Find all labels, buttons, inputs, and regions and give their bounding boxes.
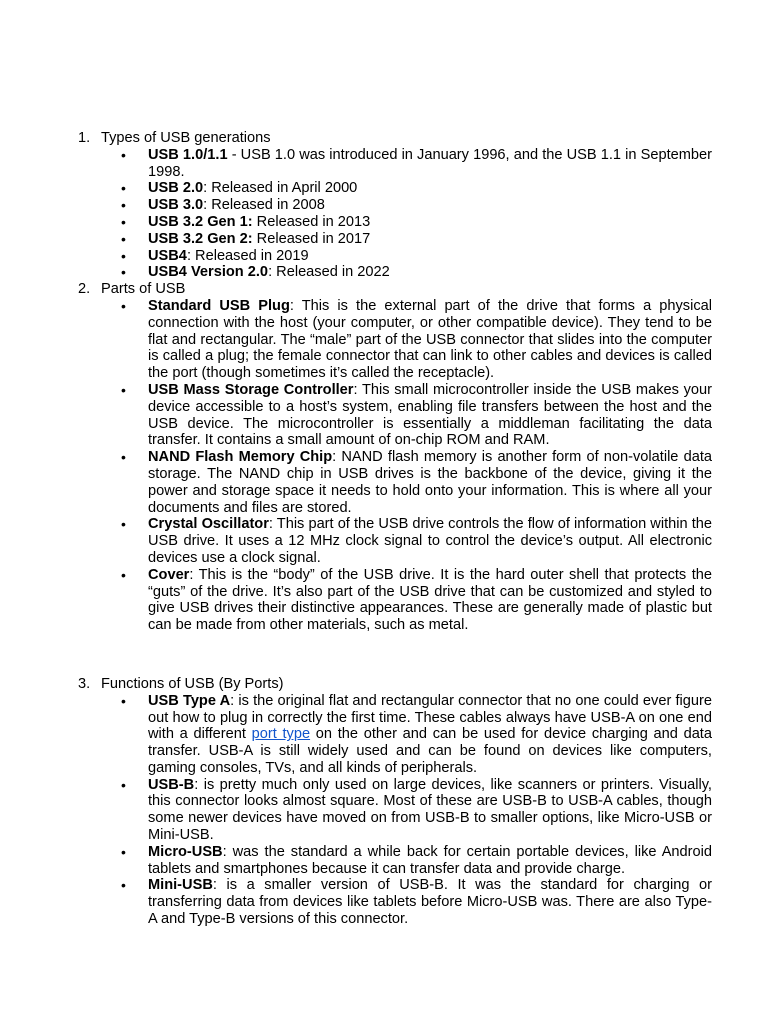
item-text: : This is the “body” of the USB drive. It is the hard outer shell that protects the “guts” of the drive. It’s also part of the USB drive that can be customized and styled to give USB drives their distinctive appearances. These are generally made of plastic but can be made from other materials, such as metal. bbox=[148, 566, 712, 634]
list-item bbox=[78, 877, 712, 927]
item-term: Standard USB Plug bbox=[148, 297, 290, 314]
item-text: : This small microcontroller inside the USB makes your device accessible to a host’s system, enabling file transfers between the host and the USB device. The microcontroller is essentially a middleman facilitating the data transfer. It contains a small amount of on-chip ROM and RAM. bbox=[148, 381, 712, 449]
item-text: : This is the external part of the drive that forms a physical connection with the host (your computer, or other compatible device). They tend to be flat and rectangular. The “male” part of the USB connector that slides into the computer is called a plug; the female connector that can link to other cables and devices is called the port (though sometimes it’s called the receptacle). bbox=[148, 297, 712, 382]
item-term: Micro-USB bbox=[148, 843, 223, 860]
list-item bbox=[78, 298, 712, 382]
item-text: : Released in 2008 bbox=[203, 197, 325, 214]
section-heading bbox=[78, 281, 712, 298]
item-term: USB-B bbox=[148, 776, 195, 793]
item-text: on the other and can be used for device charging and data transfer. USB-A is still widely used and can be found on devices like computers, gaming consoles, TVs, and all kinds of peripherals. bbox=[148, 726, 712, 776]
section-number: 3. bbox=[78, 675, 91, 692]
list-item bbox=[78, 180, 712, 197]
item-term: Cover bbox=[148, 566, 190, 583]
bullet-icon: • bbox=[121, 516, 126, 533]
list-item bbox=[78, 516, 712, 566]
item-term: USB 3.0 bbox=[148, 197, 204, 214]
bullet-list bbox=[78, 693, 712, 928]
bullet-icon: • bbox=[121, 230, 126, 247]
list-item bbox=[78, 567, 712, 634]
list-item bbox=[78, 844, 712, 878]
list-item bbox=[78, 248, 712, 265]
item-text: : This part of the USB drive controls the flow of information within the USB drive. It uses a 12 MHz clock signal to control the device’s output. All electronic devices use a clock signal. bbox=[148, 516, 713, 566]
section-usb-functions bbox=[78, 676, 712, 928]
item-text: : Released in 2019 bbox=[186, 247, 309, 264]
bullet-list bbox=[78, 298, 712, 634]
list-item bbox=[78, 231, 712, 248]
paragraph-spacer bbox=[78, 634, 712, 676]
section-number: 1. bbox=[78, 130, 91, 146]
item-text: : NAND flash memory is another form of non-volatile data storage. The NAND chip in USB drives is the backbone of the device, giving it the power and storage space it needs to hold onto your information. This is where all your documents and files are stored. bbox=[148, 449, 712, 516]
bullet-icon: • bbox=[121, 264, 126, 281]
port-type-link[interactable]: port type bbox=[251, 726, 311, 743]
item-term: USB 3.2 Gen 1: bbox=[148, 213, 253, 230]
list-item bbox=[78, 147, 712, 181]
item-term: USB Mass Storage Controller bbox=[148, 381, 354, 398]
list-item bbox=[78, 449, 712, 516]
item-term: USB4 bbox=[148, 247, 187, 264]
bullet-icon: • bbox=[121, 197, 126, 214]
item-text: Released in 2013 bbox=[252, 213, 371, 230]
bullet-icon: • bbox=[121, 449, 126, 466]
bullet-icon: • bbox=[121, 877, 126, 894]
list-item bbox=[78, 264, 712, 281]
bullet-icon: • bbox=[121, 297, 126, 314]
item-text: - USB 1.0 was introduced in January 1996, and the USB 1.1 in September 1998. bbox=[148, 146, 713, 180]
item-term: USB Type A bbox=[148, 692, 231, 709]
item-text: : Released in 2022 bbox=[268, 264, 390, 281]
section-number: 2. bbox=[78, 281, 91, 298]
list-item bbox=[78, 214, 712, 231]
bullet-icon: • bbox=[121, 692, 126, 709]
item-text: : is a smaller version of USB-B. It was the standard for charging or transferring data from devices like tablets before Micro-USB was. There are also Type-A and Type-B versions of this connector. bbox=[148, 877, 712, 928]
item-term: USB 2.0 bbox=[148, 180, 204, 197]
section-title: Functions of USB (By Ports) bbox=[101, 675, 284, 692]
section-usb-parts bbox=[78, 281, 712, 634]
bullet-list bbox=[78, 147, 712, 281]
bullet-icon: • bbox=[121, 381, 126, 398]
item-text: : is pretty much only used on large devices, like scanners or printers. Visually, this connector looks almost square. Most of these are USB-B to USB-A cables, though some newer devices have moved on from USB-B to smaller options, like Micro-USB or Mini-USB. bbox=[148, 776, 712, 844]
item-term: Crystal Oscillator bbox=[148, 516, 269, 533]
list-item bbox=[78, 382, 712, 449]
bullet-icon: • bbox=[121, 213, 126, 230]
document-body bbox=[78, 130, 712, 928]
item-term: NAND Flash Memory Chip bbox=[148, 449, 333, 466]
bullet-icon: • bbox=[121, 566, 126, 583]
bullet-icon: • bbox=[121, 146, 126, 163]
section-usb-generations bbox=[78, 130, 712, 281]
section-title: Parts of USB bbox=[101, 281, 186, 298]
bullet-icon: • bbox=[121, 843, 126, 860]
item-term: USB 1.0/1.1 bbox=[148, 146, 228, 163]
item-term: Mini-USB bbox=[148, 877, 213, 894]
bullet-icon: • bbox=[121, 247, 126, 264]
section-title: Types of USB generations bbox=[101, 130, 271, 146]
list-item bbox=[78, 777, 712, 844]
item-term: USB 3.2 Gen 2: bbox=[148, 230, 253, 247]
list-item bbox=[78, 197, 712, 214]
section-heading bbox=[78, 676, 712, 693]
item-text: : is the original flat and rectangular connector that no one could ever figure out how to plug in correctly the first time. These cables always have USB-A on one end with a different bbox=[148, 692, 712, 743]
item-text: : Released in April 2000 bbox=[203, 180, 358, 197]
list-item bbox=[78, 693, 712, 777]
section-heading bbox=[78, 130, 712, 147]
item-term: USB4 Version 2.0 bbox=[148, 264, 269, 281]
bullet-icon: • bbox=[121, 776, 126, 793]
bullet-icon: • bbox=[121, 180, 126, 197]
item-text: : was the standard a while back for certain portable devices, like Android tablets and smartphones because it can transfer data and provide charge. bbox=[148, 843, 712, 877]
item-text: Released in 2017 bbox=[252, 230, 371, 247]
